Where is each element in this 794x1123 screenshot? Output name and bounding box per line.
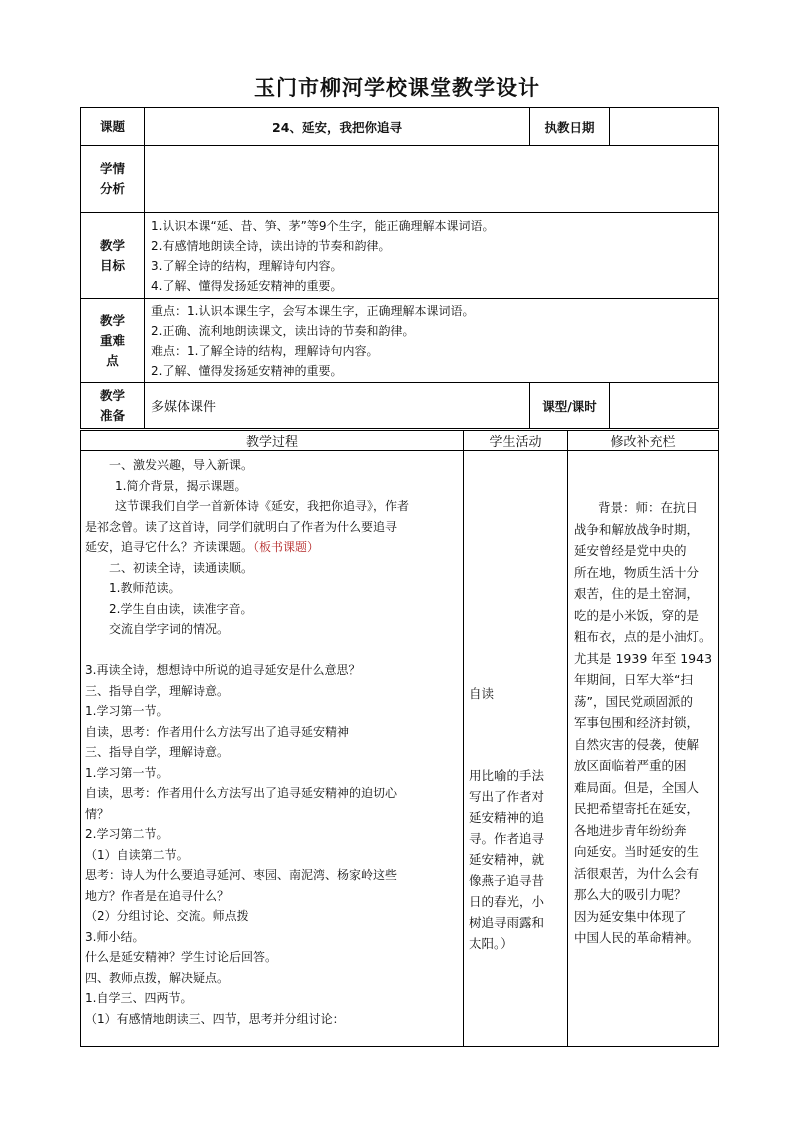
revision-line: 艰苦，住的是土窑洞， — [574, 586, 700, 601]
key-points-label: 教学 重难 点 — [81, 299, 145, 383]
key-point-item: 重点：1.认识本课生字，会写本课生字，正确理解本课词语。 — [151, 303, 475, 318]
topic-label: 课题 — [81, 108, 145, 146]
process-line-blank — [85, 640, 459, 661]
revision-line: 荡”，国民党顽固派的 — [574, 693, 693, 709]
process-content — [81, 451, 464, 1047]
revision-line: 吃的是小米饭，穿的是 — [574, 607, 700, 623]
teaching-process-table — [80, 430, 719, 1047]
analysis-content[interactable] — [145, 146, 719, 213]
revision-line: 军事包围和经济封锁， — [574, 715, 700, 730]
process-line: 1.简介背景，揭示课题。 — [115, 478, 247, 493]
process-line: 1.学习第一节。 — [85, 704, 169, 718]
process-line: 三、指导自学，理解诗意。 — [85, 745, 230, 759]
student-line: 像燕子追寻昔 — [469, 873, 545, 888]
process-line: 自读，思考：作者用什么方法写出了追寻延安精神 — [85, 724, 350, 739]
revision-line: 中国人民的革命精神。 — [574, 930, 700, 945]
process-line: 2.学习第二节。 — [85, 827, 169, 841]
revision-line: 所在地，物质生活十分 — [574, 564, 700, 580]
prep-label: 教学 准备 — [81, 383, 145, 429]
process-line: 思考：诗人为什么要追寻延河、枣园、南泥湾、杨家岭这些 — [85, 868, 398, 882]
revision-line: 那么大的吸引力呢？ — [574, 887, 687, 902]
student-answer — [469, 765, 563, 954]
revision-line: 尤其是 1939 年至 1943 — [574, 650, 713, 666]
goal-item: 1.认识本课“延、昔、笋、茅”等9个生字，能正确理解本课词语。 — [151, 218, 495, 233]
date-label: 执教日期 — [530, 108, 610, 146]
revision-line: 粗布衣，点的是小油灯。 — [574, 629, 712, 644]
student-self-read: 自读 — [469, 686, 495, 701]
key-point-item: 2.正确、流利地朗读课文，读出诗的节奏和韵律。 — [151, 323, 415, 338]
student-activity-content — [464, 451, 568, 1047]
revision-line: 各地进步青年纷纷奔 — [574, 822, 687, 838]
revision-line: 战争和解放战争时期， — [574, 521, 700, 537]
lesson-type-label: 课型/课时 — [530, 383, 610, 429]
revision-content — [568, 451, 719, 1047]
process-line: 自读，思考：作者用什么方法写出了追寻延安精神的迫切心 — [85, 786, 398, 800]
lesson-type-value[interactable] — [610, 383, 719, 429]
process-line: 延安，追寻它什么？齐读课题。（板书课题） — [85, 540, 320, 554]
goals-label: 教学 目标 — [81, 213, 145, 299]
revision-line: 因为延安集中体现了 — [574, 908, 687, 924]
goal-item: 4.了解、懂得发扬延安精神的重要。 — [151, 278, 343, 293]
process-line: 交流自学字词的情况。 — [109, 622, 230, 636]
student-line: 寻。作者追寻 — [469, 831, 545, 846]
key-point-item: 2.了解、懂得发扬延安精神的重要。 — [151, 363, 343, 378]
prep-content: 多媒体课件 — [145, 383, 530, 429]
process-line: 地方？作者是在追寻什么？ — [85, 888, 230, 903]
process-line: 一、激发兴趣，导入新课。 — [109, 458, 254, 472]
revision-line: 年期间，日军大举“扫 — [574, 672, 693, 687]
revision-line: 放区面临着严重的困 — [574, 758, 687, 773]
goal-item: 2.有感情地朗读全诗，读出诗的节奏和韵律。 — [151, 238, 391, 253]
revision-header: 修改补充栏 — [568, 431, 719, 451]
student-line: 太阳。） — [469, 936, 513, 951]
student-line: 延安精神的追 — [469, 810, 545, 825]
student-line: 写出了作者对 — [469, 789, 545, 804]
revision-line: 背景：师：在抗日 — [598, 500, 699, 515]
key-point-item: 难点：1.了解全诗的结构，理解诗句内容。 — [151, 343, 379, 358]
revision-line: 活很艰苦，为什么会有 — [574, 865, 700, 881]
process-line: 1.教师范读。 — [109, 581, 181, 595]
student-activity-header: 学生活动 — [464, 431, 568, 451]
key-points-content — [145, 299, 719, 383]
process-header: 教学过程 — [81, 431, 464, 451]
student-line: 用比喻的手法 — [469, 768, 545, 783]
analysis-label: 学情 分析 — [81, 146, 145, 213]
student-line: 延安精神，就 — [469, 852, 545, 867]
process-line: 1.自学三、四两节。 — [85, 991, 193, 1005]
process-line: 3.师小结。 — [85, 929, 145, 944]
revision-line: 难局面。但是，全国人 — [574, 779, 700, 795]
process-line: 三、指导自学，理解诗意。 — [85, 683, 230, 698]
process-line: 四、教师点拨，解决疑点。 — [85, 970, 230, 985]
process-line: 什么是延安精神？学生讨论后回答。 — [85, 950, 278, 964]
student-line: 树追寻雨露和 — [469, 915, 545, 930]
process-line: 1.学习第一节。 — [85, 765, 169, 780]
process-line: 是祁念曾。读了这首诗，同学们就明白了作者为什么要追寻 — [85, 519, 398, 534]
process-line: （1）有感情地朗读三、四节，思考并分组讨论： — [85, 1011, 345, 1026]
goal-item: 3.了解全诗的结构，理解诗句内容。 — [151, 258, 343, 273]
process-line: 情？ — [85, 806, 110, 821]
revision-line: 向延安。当时延安的生 — [574, 844, 700, 859]
process-line: 这节课我们自学一首新体诗《延安，我把你追寻》，作者 — [115, 499, 410, 513]
process-line: 二、初读全诗，读通读顺。 — [109, 560, 254, 575]
page-title: 玉门市柳河学校课堂教学设计 — [254, 76, 540, 100]
background-note — [574, 497, 714, 949]
lesson-info-table — [80, 107, 719, 429]
topic-value: 24、延安，我把你追寻 — [145, 108, 530, 146]
goals-content — [145, 213, 719, 299]
revision-line: 延安曾经是党中央的 — [574, 543, 687, 558]
date-value[interactable] — [610, 108, 719, 146]
revision-line: 民把希望寄托在延安， — [574, 801, 700, 816]
process-line: 3.再读全诗，想想诗中所说的追寻延安是什么意思？ — [85, 663, 361, 677]
process-line: （2）分组讨论、交流。师点拨 — [85, 909, 249, 923]
process-line: 2.学生自由读，读准字音。 — [109, 601, 253, 616]
revision-line: 自然灾害的侵袭，使解 — [574, 736, 700, 752]
blackboard-note: （板书课题） — [253, 540, 320, 554]
process-line: （1）自读第二节。 — [85, 847, 189, 862]
student-line: 日的春光，小 — [469, 894, 545, 909]
